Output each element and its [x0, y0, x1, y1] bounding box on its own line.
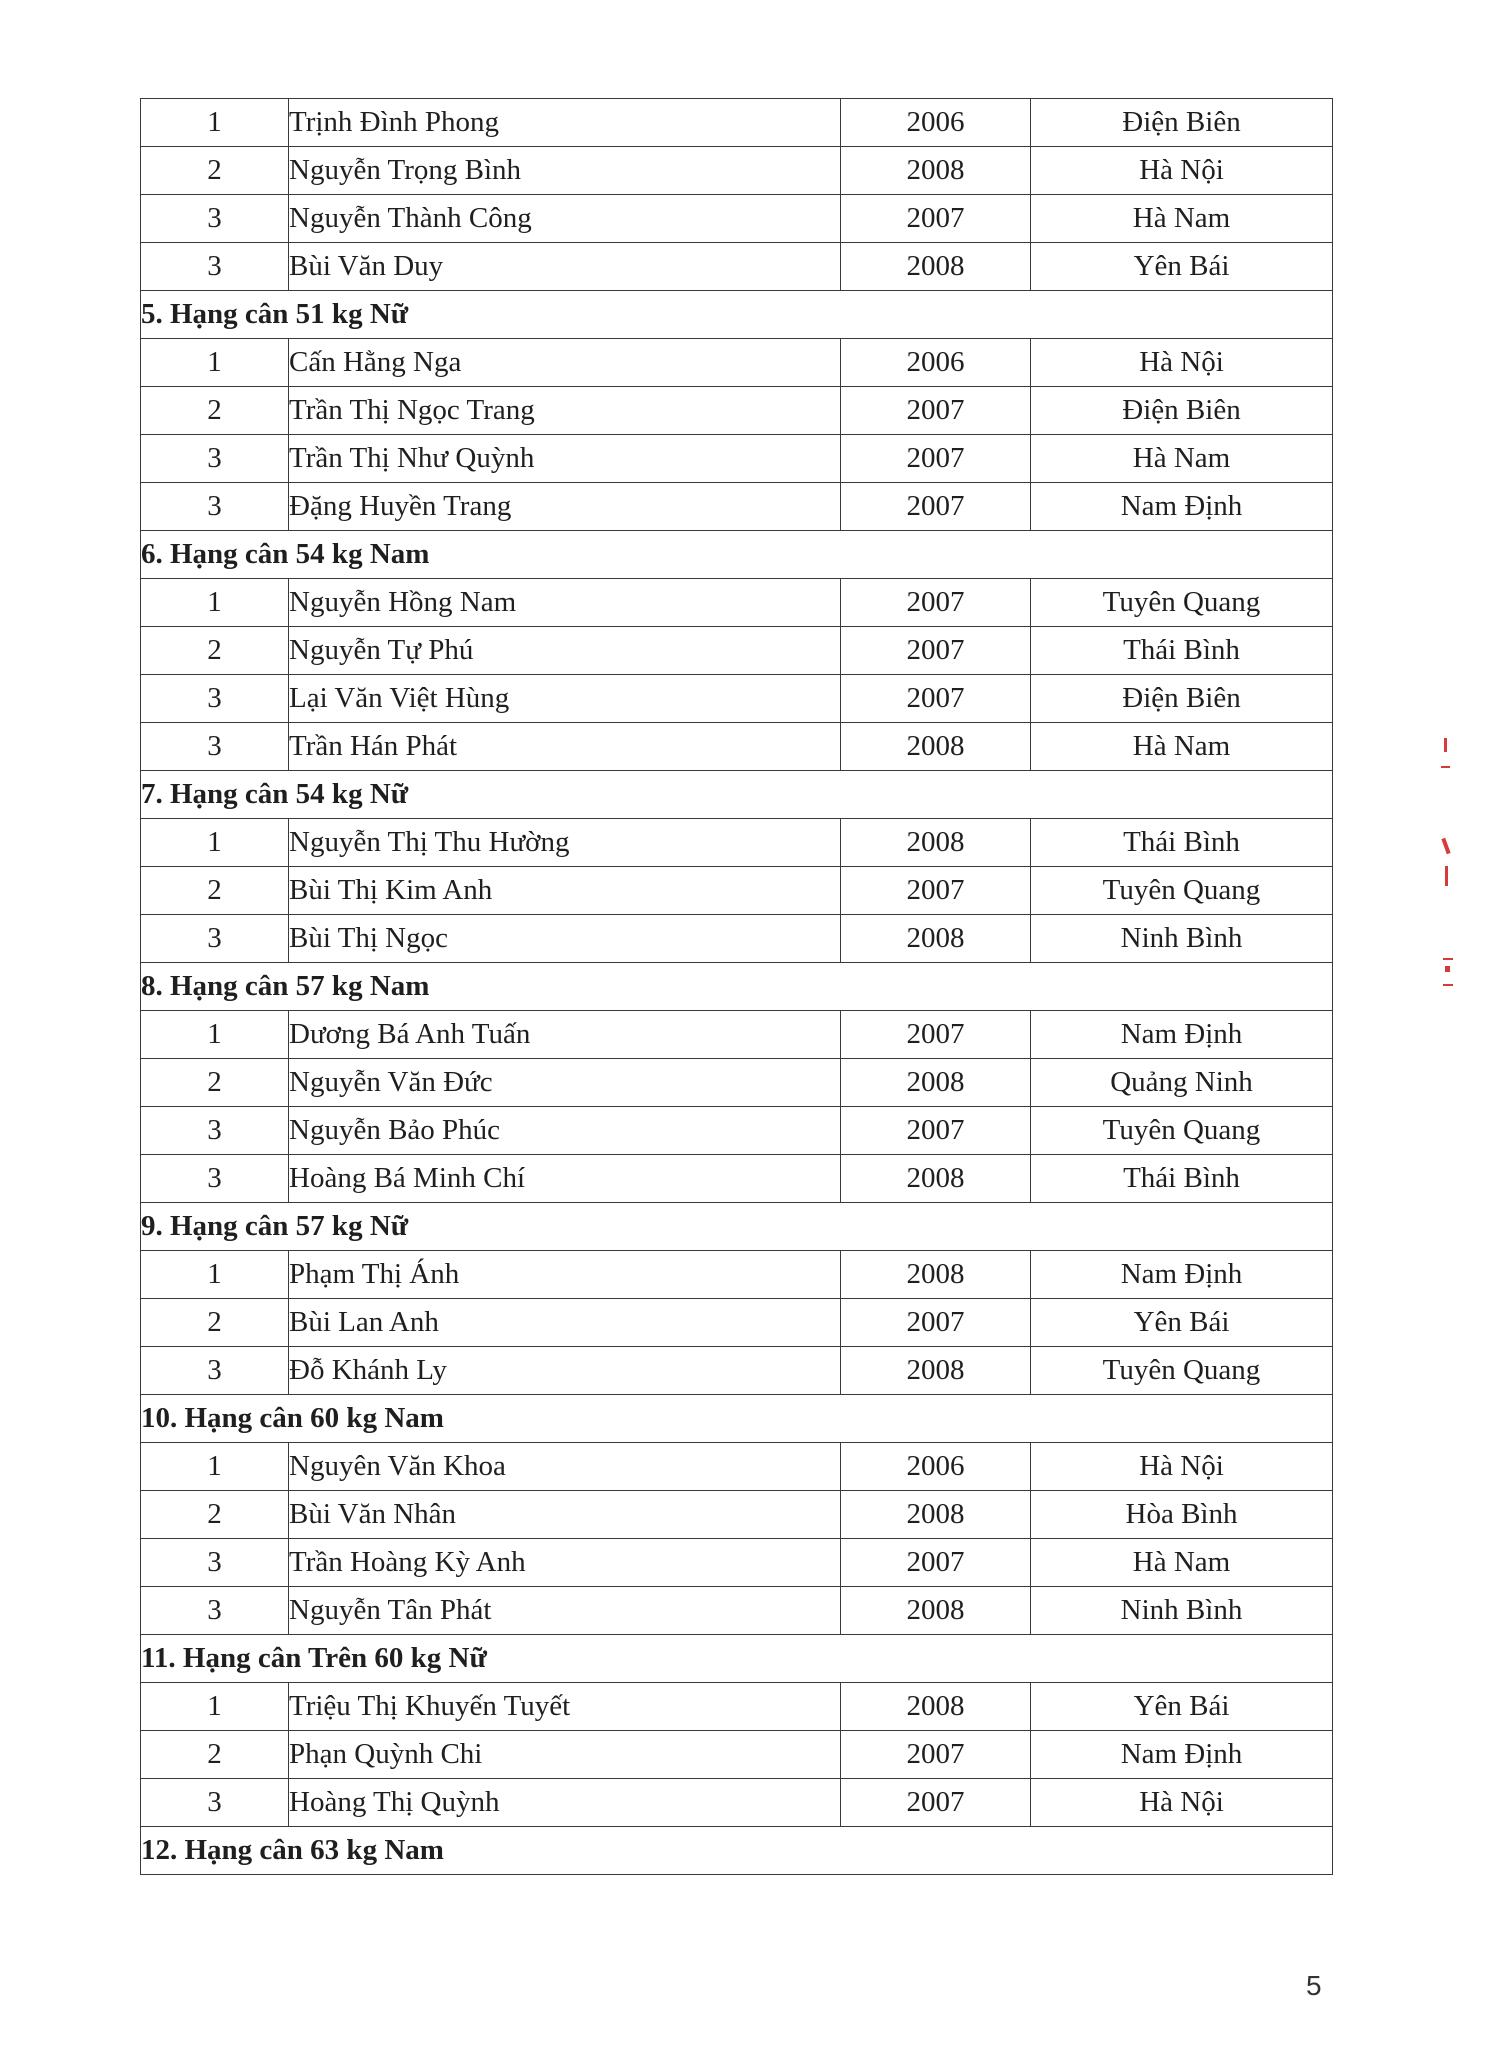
table-row [141, 339, 1333, 387]
table-row [141, 1059, 1333, 1107]
birth-year-cell: 2006 [841, 339, 1031, 387]
rank-cell: 3 [141, 1155, 289, 1203]
province-cell: Yên Bái [1031, 1299, 1333, 1347]
table-row [141, 1539, 1333, 1587]
birth-year-cell: 2008 [841, 1587, 1031, 1635]
rank-cell: 3 [141, 723, 289, 771]
table-row [141, 1731, 1333, 1779]
birth-year-cell: 2007 [841, 483, 1031, 531]
section-header-row [141, 963, 1333, 1011]
rank-cell: 3 [141, 915, 289, 963]
table-row [141, 195, 1333, 243]
birth-year-cell: 2007 [841, 1731, 1031, 1779]
birth-year-cell: 2008 [841, 1683, 1031, 1731]
rank-cell: 1 [141, 819, 289, 867]
table-row [141, 243, 1333, 291]
birth-year-cell: 2007 [841, 435, 1031, 483]
section-header-row [141, 531, 1333, 579]
table-row [141, 1155, 1333, 1203]
athlete-name-cell: Nguyễn Tân Phát [289, 1587, 841, 1635]
province-cell: Điện Biên [1031, 387, 1333, 435]
table-row [141, 723, 1333, 771]
rank-cell: 3 [141, 243, 289, 291]
rank-cell: 1 [141, 99, 289, 147]
birth-year-cell: 2007 [841, 1107, 1031, 1155]
section-header-row [141, 1395, 1333, 1443]
athlete-name-cell: Hoàng Thị Quỳnh [289, 1779, 841, 1827]
athlete-name-cell: Trần Thị Ngọc Trang [289, 387, 841, 435]
table-row [141, 483, 1333, 531]
birth-year-cell: 2006 [841, 99, 1031, 147]
province-cell: Nam Định [1031, 483, 1333, 531]
table-row [141, 867, 1333, 915]
birth-year-cell: 2007 [841, 1779, 1031, 1827]
section-title: 10. Hạng cân 60 kg Nam [141, 1395, 1333, 1443]
rank-cell: 2 [141, 867, 289, 915]
table-row [141, 915, 1333, 963]
province-cell: Nam Định [1031, 1011, 1333, 1059]
province-cell: Hà Nội [1031, 1443, 1333, 1491]
rank-cell: 3 [141, 1587, 289, 1635]
province-cell: Hà Nam [1031, 723, 1333, 771]
province-cell: Thái Bình [1031, 819, 1333, 867]
rank-cell: 3 [141, 483, 289, 531]
province-cell: Yên Bái [1031, 1683, 1333, 1731]
page-number: 5 [1306, 1970, 1322, 2001]
birth-year-cell: 2008 [841, 1059, 1031, 1107]
section-header-row [141, 1635, 1333, 1683]
table-row [141, 435, 1333, 483]
province-cell: Tuyên Quang [1031, 1107, 1333, 1155]
table-row [141, 1683, 1333, 1731]
athlete-name-cell: Đỗ Khánh Ly [289, 1347, 841, 1395]
table-row [141, 819, 1333, 867]
section-title: 9. Hạng cân 57 kg Nữ [141, 1203, 1333, 1251]
red-stamp-fragment [1438, 738, 1458, 1008]
table-row [141, 675, 1333, 723]
athlete-name-cell: Nguyễn Tự Phú [289, 627, 841, 675]
rank-cell: 1 [141, 1011, 289, 1059]
athlete-name-cell: Trần Hoàng Kỳ Anh [289, 1539, 841, 1587]
table-row [141, 579, 1333, 627]
province-cell: Quảng Ninh [1031, 1059, 1333, 1107]
birth-year-cell: 2007 [841, 579, 1031, 627]
table-row [141, 1107, 1333, 1155]
rank-cell: 2 [141, 1731, 289, 1779]
table-row [141, 99, 1333, 147]
birth-year-cell: 2008 [841, 1491, 1031, 1539]
rank-cell: 3 [141, 675, 289, 723]
section-header-row [141, 771, 1333, 819]
province-cell: Tuyên Quang [1031, 579, 1333, 627]
section-title: 7. Hạng cân 54 kg Nữ [141, 771, 1333, 819]
province-cell: Thái Bình [1031, 1155, 1333, 1203]
birth-year-cell: 2007 [841, 1299, 1031, 1347]
birth-year-cell: 2007 [841, 195, 1031, 243]
rank-cell: 3 [141, 1539, 289, 1587]
birth-year-cell: 2008 [841, 819, 1031, 867]
table-row [141, 387, 1333, 435]
table-row [141, 1251, 1333, 1299]
athlete-name-cell: Nguyễn Bảo Phúc [289, 1107, 841, 1155]
province-cell: Ninh Bình [1031, 915, 1333, 963]
rank-cell: 3 [141, 1107, 289, 1155]
section-title: 12. Hạng cân 63 kg Nam [141, 1827, 1333, 1875]
table-row [141, 1443, 1333, 1491]
birth-year-cell: 2008 [841, 147, 1031, 195]
athlete-name-cell: Nguyễn Hồng Nam [289, 579, 841, 627]
athlete-name-cell: Triệu Thị Khuyến Tuyết [289, 1683, 841, 1731]
section-header-row [141, 1827, 1333, 1875]
athlete-name-cell: Đặng Huyền Trang [289, 483, 841, 531]
table-row [141, 1779, 1333, 1827]
athlete-name-cell: Nguyễn Trọng Bình [289, 147, 841, 195]
birth-year-cell: 2008 [841, 1251, 1031, 1299]
section-header-row [141, 291, 1333, 339]
athlete-name-cell: Bùi Thị Kim Anh [289, 867, 841, 915]
athlete-name-cell: Trần Hán Phát [289, 723, 841, 771]
athlete-name-cell: Nguyễn Thành Công [289, 195, 841, 243]
table-row [141, 1491, 1333, 1539]
athlete-name-cell: Nguyễn Văn Đức [289, 1059, 841, 1107]
birth-year-cell: 2008 [841, 1155, 1031, 1203]
province-cell: Nam Định [1031, 1251, 1333, 1299]
province-cell: Hà Nam [1031, 1539, 1333, 1587]
birth-year-cell: 2008 [841, 1347, 1031, 1395]
athlete-name-cell: Phạn Quỳnh Chi [289, 1731, 841, 1779]
section-title: 8. Hạng cân 57 kg Nam [141, 963, 1333, 1011]
province-cell: Ninh Bình [1031, 1587, 1333, 1635]
table-row [141, 627, 1333, 675]
birth-year-cell: 2007 [841, 627, 1031, 675]
province-cell: Điện Biên [1031, 675, 1333, 723]
rank-cell: 1 [141, 339, 289, 387]
athlete-name-cell: Bùi Thị Ngọc [289, 915, 841, 963]
province-cell: Hòa Bình [1031, 1491, 1333, 1539]
rank-cell: 3 [141, 1779, 289, 1827]
province-cell: Điện Biên [1031, 99, 1333, 147]
birth-year-cell: 2007 [841, 867, 1031, 915]
rank-cell: 1 [141, 1683, 289, 1731]
rank-cell: 2 [141, 627, 289, 675]
athlete-name-cell: Nguyên Văn Khoa [289, 1443, 841, 1491]
rank-cell: 3 [141, 195, 289, 243]
birth-year-cell: 2007 [841, 387, 1031, 435]
rank-cell: 1 [141, 1443, 289, 1491]
section-header-row [141, 1203, 1333, 1251]
birth-year-cell: 2007 [841, 675, 1031, 723]
rank-cell: 3 [141, 1347, 289, 1395]
rank-cell: 3 [141, 435, 289, 483]
results-table [140, 98, 1333, 1875]
rank-cell: 1 [141, 1251, 289, 1299]
athlete-name-cell: Dương Bá Anh Tuấn [289, 1011, 841, 1059]
rank-cell: 2 [141, 1491, 289, 1539]
athlete-name-cell: Cấn Hằng Nga [289, 339, 841, 387]
birth-year-cell: 2006 [841, 1443, 1031, 1491]
table-row [141, 147, 1333, 195]
section-title: 6. Hạng cân 54 kg Nam [141, 531, 1333, 579]
province-cell: Hà Nam [1031, 195, 1333, 243]
province-cell: Hà Nam [1031, 435, 1333, 483]
section-title: 5. Hạng cân 51 kg Nữ [141, 291, 1333, 339]
table-row [141, 1347, 1333, 1395]
athlete-name-cell: Trịnh Đình Phong [289, 99, 841, 147]
athlete-name-cell: Phạm Thị Ánh [289, 1251, 841, 1299]
province-cell: Tuyên Quang [1031, 1347, 1333, 1395]
athlete-name-cell: Bùi Văn Nhân [289, 1491, 841, 1539]
athlete-name-cell: Bùi Lan Anh [289, 1299, 841, 1347]
rank-cell: 2 [141, 387, 289, 435]
rank-cell: 1 [141, 579, 289, 627]
section-title: 11. Hạng cân Trên 60 kg Nữ [141, 1635, 1333, 1683]
results-table-body [141, 99, 1333, 1875]
athlete-name-cell: Lại Văn Việt Hùng [289, 675, 841, 723]
table-row [141, 1011, 1333, 1059]
birth-year-cell: 2008 [841, 243, 1031, 291]
province-cell: Nam Định [1031, 1731, 1333, 1779]
birth-year-cell: 2007 [841, 1539, 1031, 1587]
athlete-name-cell: Bùi Văn Duy [289, 243, 841, 291]
rank-cell: 2 [141, 1299, 289, 1347]
birth-year-cell: 2008 [841, 915, 1031, 963]
province-cell: Tuyên Quang [1031, 867, 1333, 915]
birth-year-cell: 2007 [841, 1011, 1031, 1059]
province-cell: Yên Bái [1031, 243, 1333, 291]
rank-cell: 2 [141, 147, 289, 195]
athlete-name-cell: Trần Thị Như Quỳnh [289, 435, 841, 483]
table-row [141, 1299, 1333, 1347]
birth-year-cell: 2008 [841, 723, 1031, 771]
province-cell: Hà Nội [1031, 147, 1333, 195]
province-cell: Thái Bình [1031, 627, 1333, 675]
province-cell: Hà Nội [1031, 1779, 1333, 1827]
athlete-name-cell: Nguyễn Thị Thu Hường [289, 819, 841, 867]
athlete-name-cell: Hoàng Bá Minh Chí [289, 1155, 841, 1203]
rank-cell: 2 [141, 1059, 289, 1107]
province-cell: Hà Nội [1031, 339, 1333, 387]
table-row [141, 1587, 1333, 1635]
